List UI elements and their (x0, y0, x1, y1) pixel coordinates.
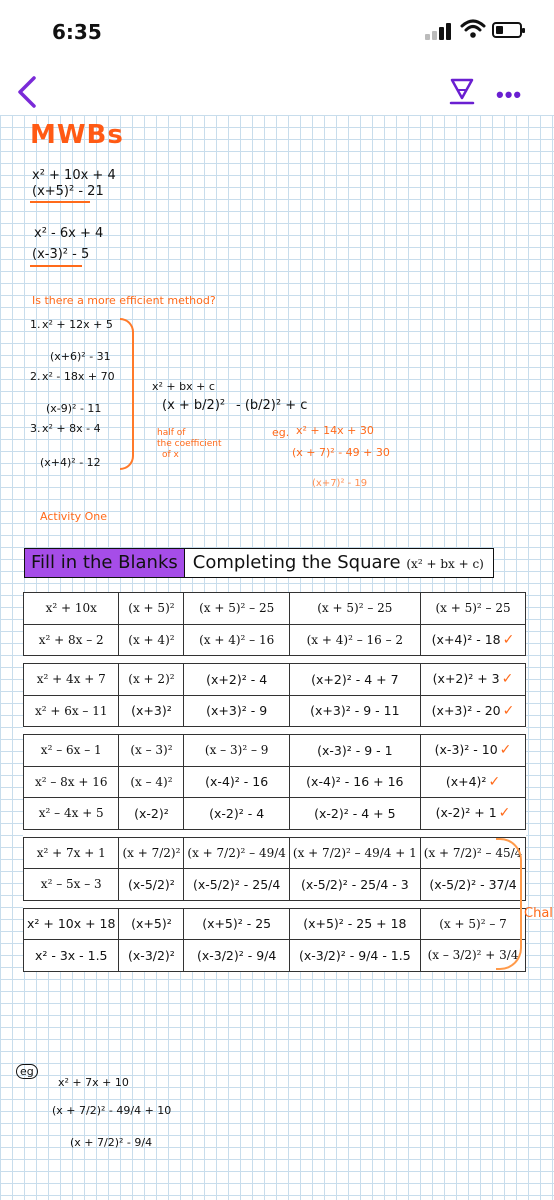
example-1-expression: x² + 10x + 4 (32, 168, 116, 183)
cellular-signal-icon (425, 22, 455, 40)
underline (30, 201, 90, 203)
half-note-line: the coefficient (157, 439, 222, 449)
back-chevron-icon[interactable] (14, 74, 44, 110)
table-cell-answer (420, 735, 526, 767)
tick-mark-icon: ✓ (499, 742, 512, 759)
list-item-expression: x² - 18x + 70 (42, 370, 115, 383)
example-2-answer: (x-3)² - 5 (32, 247, 90, 262)
table-row (24, 869, 526, 901)
more-options-icon[interactable]: ••• (496, 82, 523, 107)
table-cell: (x + 7/2)² – 45/4 (420, 837, 526, 869)
table-row (24, 695, 526, 727)
answer-text: (x+2)² + 3 (432, 671, 500, 687)
table-cell: (x + 2)² (119, 664, 184, 696)
bottom-line: x² + 7x + 10 (58, 1076, 129, 1089)
banner-title (185, 549, 492, 577)
banner-title-text: Completing the Square (192, 552, 401, 573)
table-cell: x² + 4x + 7 (24, 664, 119, 696)
table-cell: (x+5)² (119, 908, 184, 940)
status-time: 6:35 (52, 20, 102, 44)
answer-text: (x-3)² - 10 (434, 742, 498, 758)
table-cell: x² – 6x – 1 (24, 735, 119, 767)
table-row (24, 798, 526, 830)
table-cell: (x-5/2)² - 37/4 (420, 869, 526, 901)
table-cell: (x-2)² - 4 (184, 798, 290, 830)
general-form: x² + bx + c (152, 380, 215, 393)
list-item-number: 3. (30, 422, 41, 435)
table-cell: x² + 10x (24, 593, 119, 625)
table-gap (24, 727, 526, 735)
bottom-eg-label: eg (16, 1064, 38, 1079)
tick-mark-icon: ✓ (502, 631, 515, 648)
table-row (24, 908, 526, 940)
table-row (24, 593, 526, 625)
half-note-line: of x (162, 450, 179, 460)
table-cell: (x-5/2)² - 25/4 (184, 869, 290, 901)
table-cell: x² + 6x – 11 (24, 695, 119, 727)
battery-icon (492, 22, 522, 38)
table-cell: (x – 4)² (119, 766, 184, 798)
table-cell: (x – 3/2)² + 3/4 (420, 940, 526, 972)
list-item-answer: (x+4)² - 12 (40, 456, 101, 469)
table-cell-answer (420, 664, 526, 696)
table-gap (24, 656, 526, 664)
table-gap (24, 829, 526, 837)
table-cell: (x-5/2)² - 25/4 - 3 (289, 869, 420, 901)
tick-mark-icon: ✓ (488, 773, 501, 790)
table-cell: (x + 5)² – 25 (289, 593, 420, 625)
list-item-number: 1. (30, 318, 41, 331)
table-cell: (x+3)² - 9 (184, 695, 290, 727)
worksheet-table (23, 592, 526, 972)
eg-expression: x² + 14x + 30 (296, 424, 374, 437)
eg-answer: (x+7)² - 19 (312, 478, 368, 489)
table-cell: (x-2)² (119, 798, 184, 830)
table-cell: (x+2)² - 4 (184, 664, 290, 696)
table-cell: x² + 7x + 1 (24, 837, 119, 869)
table-cell: x² – 5x – 3 (24, 869, 119, 901)
note-toolbar (0, 60, 554, 115)
answer-text: (x+4)² (445, 773, 487, 789)
status-bar (0, 0, 554, 60)
tick-mark-icon: ✓ (502, 702, 515, 719)
wifi-icon (460, 18, 486, 40)
bottom-line: (x + 7/2)² - 9/4 (70, 1136, 153, 1149)
table-cell-answer (420, 766, 526, 798)
answer-text: (x+3)² - 20 (431, 702, 501, 718)
table-row (24, 837, 526, 869)
table-cell: (x-3/2)² (119, 940, 184, 972)
table-cell-answer (420, 798, 526, 830)
table-row (24, 664, 526, 696)
table-cell: (x + 5)² (119, 593, 184, 625)
table-cell: (x-4)² - 16 + 16 (289, 766, 420, 798)
table-cell: (x + 4)² – 16 (184, 624, 290, 656)
tick-mark-icon: ✓ (501, 671, 514, 688)
challenge-label: Chal (524, 906, 553, 921)
question-text: Is there a more efficient method? (32, 294, 216, 307)
table-row (24, 624, 526, 656)
table-cell: (x + 5)² – 25 (184, 593, 290, 625)
general-subtraction: - (b/2)² + c (236, 398, 308, 413)
eg-label: eg. (272, 426, 290, 439)
table-cell: x² - 3x - 1.5 (24, 940, 119, 972)
table-cell-answer (420, 695, 526, 727)
example-2-expression: x² - 6x + 4 (34, 226, 104, 241)
table-cell: x² + 10x + 18 (24, 908, 119, 940)
bottom-line: (x + 7/2)² - 49/4 + 10 (52, 1104, 172, 1117)
table-cell: (x-2)² - 4 + 5 (289, 798, 420, 830)
underline (30, 265, 82, 267)
table-cell: x² – 4x + 5 (24, 798, 119, 830)
notes-heading: MWBs (30, 120, 124, 150)
table-cell: (x+3)² (119, 695, 184, 727)
table-cell-answer (420, 624, 526, 656)
table-cell: (x-5/2)² (119, 869, 184, 901)
table-cell: (x + 5)² – 25 (420, 593, 526, 625)
list-item-expression: x² + 12x + 5 (42, 318, 113, 331)
table-cell: (x – 3)² (119, 735, 184, 767)
table-cell: (x-3)² - 9 - 1 (289, 735, 420, 767)
table-cell: (x-4)² - 16 (184, 766, 290, 798)
table-cell: (x + 4)² (119, 624, 184, 656)
table-cell: (x-3/2)² - 9/4 - 1.5 (289, 940, 420, 972)
list-item-number: 2. (30, 370, 41, 383)
list-item-answer: (x+6)² - 31 (50, 350, 111, 363)
worksheet-banner (24, 548, 494, 578)
list-item-expression: x² + 8x - 4 (42, 422, 101, 435)
eg-step: (x + 7)² - 49 + 30 (292, 446, 390, 459)
table-cell: (x+5)² - 25 (184, 908, 290, 940)
table-cell: (x-3/2)² - 9/4 (184, 940, 290, 972)
half-note-line: half of (157, 428, 186, 438)
pen-tool-icon[interactable] (448, 76, 476, 106)
table-gap (24, 900, 526, 908)
answer-text: (x-2)² + 1 (435, 805, 497, 821)
answer-text: (x+4)² - 18 (431, 631, 501, 647)
table-cell: (x+3)² - 9 - 11 (289, 695, 420, 727)
table-cell: (x + 7/2)² (119, 837, 184, 869)
table-cell: (x + 7/2)² – 49/4 + 1 (289, 837, 420, 869)
table-row (24, 940, 526, 972)
banner-fill-blanks: Fill in the Blanks (25, 549, 185, 577)
table-row (24, 766, 526, 798)
list-item-answer: (x-9)² - 11 (46, 402, 102, 415)
table-cell: (x – 3)² – 9 (184, 735, 290, 767)
table-row (24, 735, 526, 767)
table-cell: (x + 4)² – 16 – 2 (289, 624, 420, 656)
table-cell: (x + 5)² – 7 (420, 908, 526, 940)
table-cell: (x+2)² - 4 + 7 (289, 664, 420, 696)
challenge-brace (496, 838, 522, 970)
banner-subtitle: (x² + bx + c) (406, 557, 484, 571)
grouping-brace (120, 318, 134, 470)
table-cell: (x + 7/2)² – 49/4 (184, 837, 290, 869)
table-cell: x² – 8x + 16 (24, 766, 119, 798)
tick-mark-icon: ✓ (498, 805, 511, 822)
activity-label: Activity One (40, 510, 108, 523)
example-1-answer: (x+5)² - 21 (32, 184, 104, 199)
table-cell: (x+5)² - 25 + 18 (289, 908, 420, 940)
table-cell: x² + 8x – 2 (24, 624, 119, 656)
general-completed-square: (x + b/2)² (162, 398, 226, 413)
